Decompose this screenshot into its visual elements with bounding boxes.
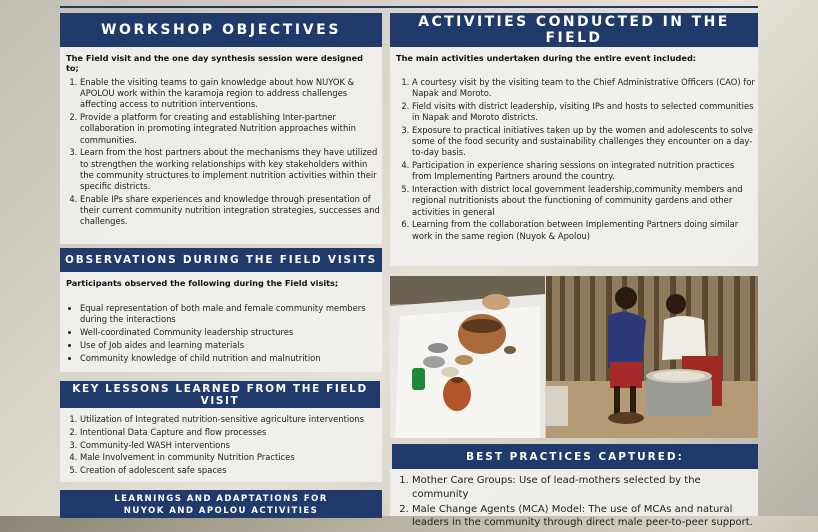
best-practices-heading: BEST PRACTICES CAPTURED:	[392, 444, 758, 469]
list-item: 1. A courtesy visit by the visiting team to the Chief Administrative Officers (CAO) for Napak and Moroto.	[412, 77, 756, 99]
key-lessons-heading: KEY LESSONS LEARNED FROM THE FIELD VISIT	[60, 381, 380, 408]
list-item: 1. Mother Care Groups: Use of lead-mothers selected by the community	[412, 474, 756, 501]
list-item: 2. Provide a platform for creating and establishing Inter-partner collaboration in promoting integrated Nutrition approaches within communities.	[80, 112, 380, 146]
list-item: • Well-coordinated Community leadership structures	[80, 327, 380, 338]
list-item: • Use of Job aides and learning materials	[80, 340, 380, 351]
list-item: 4. Male Involvement in community Nutrition Practices	[80, 452, 380, 463]
activities-heading: ACTIVITIES CONDUCTED IN THE FIELD	[390, 13, 758, 47]
list-item: 4. Participation in experience sharing sessions on integrated nutrition practices from Implementing Partners around the country.	[412, 160, 756, 182]
workshop-objectives-intro: The Field visit and the one day synthesis session were designed to;	[66, 53, 364, 73]
list-item: 2. Intentional Data Capture and flow processes	[80, 427, 380, 438]
list-item: 5. Creation of adolescent safe spaces	[80, 465, 380, 476]
observations-intro: Participants observed the following during the Field visits;	[66, 278, 339, 288]
list-item: • Community knowledge of child nutrition and malnutrition	[80, 353, 380, 364]
list-item: 3. Exposure to practical initiatives taken up by the women and adolescents to solve some of the food security and sustainability challenges they encounter on a day-to-day basis.	[412, 125, 756, 159]
observations-heading: OBSERVATIONS DURING THE FIELD VISITS	[60, 248, 382, 272]
workshop-objectives-list	[62, 77, 380, 229]
list-item: 5. Interaction with district local government leadership,community members and regional nutritionists about the functioning of community gardens and other activities in general	[412, 184, 756, 218]
observations-list	[62, 303, 380, 365]
list-item: 3. Community-led WASH interventions	[80, 440, 380, 451]
list-item: • Equal representation of both male and female community members during the interactions	[80, 303, 380, 325]
top-divider	[60, 6, 758, 8]
key-lessons-list	[62, 414, 380, 478]
field-photo-cooking	[546, 276, 758, 438]
best-practices-list	[394, 474, 756, 532]
list-item: 1. Utilization of Integrated nutrition-sensitive agriculture interventions	[80, 414, 380, 425]
list-item: 3. Learn from the host partners about the mechanisms they have utilized to strengthen the working relationships with key stakeholders within the community structures to implement nutrition activities within their specific districts.	[80, 147, 380, 192]
learnings-heading: LEARNINGS AND ADAPTATIONS FOR NUYOK AND APOLOU ACTIVITIES	[60, 490, 382, 518]
activities-intro: The main activities undertaken during the entire event included:	[396, 53, 697, 63]
list-item: 6. Learning from the collaboration between Implementing Partners doing similar work in the same region (Nuyok & Apolou)	[412, 219, 756, 241]
list-item: 4. Enable IPs share experiences and knowledge through presentation of their current community nutrition integration strategies, successes and challenges.	[80, 194, 380, 228]
list-item: 1. Enable the visiting teams to gain knowledge about how NUYOK & APOLOU work within the karamoja region to address challenges affecting access to nutrition interventions.	[80, 77, 380, 111]
activities-list	[394, 77, 756, 243]
list-item: 2. Field visits with district leadership, visiting IPs and hosts to selected communities in Napak and Moroto districts.	[412, 101, 756, 123]
field-photo-food-display	[390, 276, 545, 438]
list-item: 2. Male Change Agents (MCA) Model: The use of MCAs and natural leaders in the community through direct male peer-to-peer support.	[412, 503, 756, 530]
workshop-objectives-heading: WORKSHOP OBJECTIVES	[60, 13, 382, 47]
